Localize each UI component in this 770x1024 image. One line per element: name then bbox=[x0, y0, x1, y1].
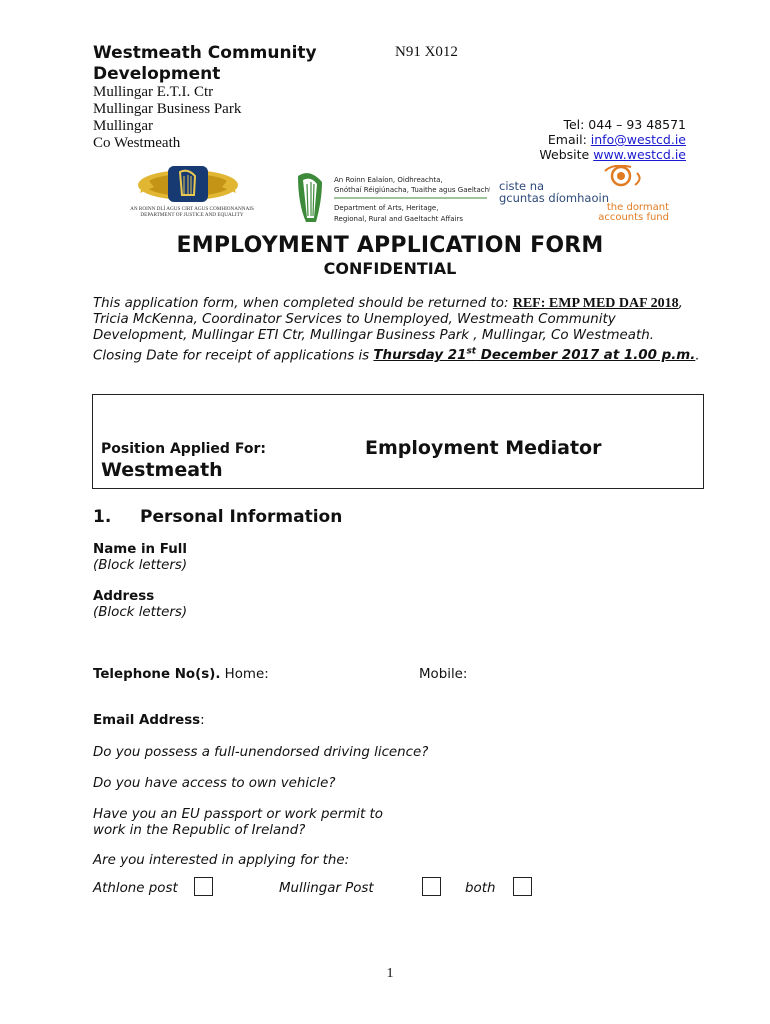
organisation-name: Westmeath Community Development bbox=[93, 43, 317, 84]
address-line: Co Westmeath bbox=[93, 135, 181, 151]
svg-text:Gnóthaí Réigiúnacha, Tuaithe a: Gnóthaí Réigiúnacha, Tuaithe agus Gaeltachta bbox=[334, 186, 490, 194]
passport-question: Have you an EU passport or work permit to work in the Republic of Ireland? bbox=[93, 807, 383, 838]
address-line: Mullingar bbox=[93, 118, 153, 134]
svg-text:DEPARTMENT OF JUSTICE AND EQUA: DEPARTMENT OF JUSTICE AND EQUALITY bbox=[140, 212, 244, 218]
reference-code: REF: EMP MED DAF 2018 bbox=[512, 296, 679, 311]
vehicle-question: Do you have access to own vehicle? bbox=[93, 776, 336, 791]
home-phone-label: Home: bbox=[220, 667, 269, 682]
email-link[interactable]: info@westcd.ie bbox=[590, 132, 686, 147]
both-option-label: both bbox=[465, 881, 496, 896]
athlone-option-label: Athlone post bbox=[93, 881, 178, 896]
post-interest-question: Are you interested in applying for the: bbox=[93, 853, 350, 868]
website-link[interactable]: www.westcd.ie bbox=[593, 147, 686, 162]
telephone: Tel: 044 – 93 48571 bbox=[563, 117, 686, 132]
intro-paragraph: This application form, when completed should be returned to: REF: EMP MED DAF 2018, Tricia McKenna, Coordinator Services to Unemployed, Westmeath Community Development, Mullingar ETI Ctr, Mullingar Business Park , Mullingar, Co Westmeath. Closing Date for receipt of applications is Thursday 21st December 2017 at 1.00 p.m.. bbox=[93, 296, 700, 364]
both-checkbox[interactable] bbox=[513, 877, 532, 896]
svg-text:Department of Arts, Heritage,: Department of Arts, Heritage, bbox=[334, 204, 439, 212]
website-line: Website www.westcd.ie bbox=[539, 147, 686, 162]
mullingar-checkbox[interactable] bbox=[422, 877, 441, 896]
svg-text:accounts fund: accounts fund bbox=[598, 212, 669, 221]
dormant-fund-icon bbox=[497, 165, 673, 221]
harp-crest-icon bbox=[110, 163, 275, 225]
svg-text:gcuntas díomhaoin: gcuntas díomhaoin bbox=[499, 191, 609, 205]
mullingar-option-label: Mullingar Post bbox=[279, 881, 374, 896]
email-row: Email Address: bbox=[93, 713, 205, 728]
section-title: Personal Information bbox=[140, 507, 343, 527]
harp-icon bbox=[292, 170, 490, 228]
address-label: Address bbox=[93, 589, 155, 604]
page-number: 1 bbox=[386, 966, 394, 981]
section-number: 1. bbox=[93, 507, 112, 527]
eircode: N91 X012 bbox=[395, 44, 458, 60]
closing-date: Thursday 21st December 2017 at 1.00 p.m. bbox=[373, 347, 696, 364]
athlone-checkbox[interactable] bbox=[194, 877, 213, 896]
svg-text:Regional, Rural and Gaeltacht: Regional, Rural and Gaeltacht Affairs bbox=[334, 215, 463, 223]
address-line: Mullingar Business Park bbox=[93, 101, 242, 117]
driving-licence-question: Do you possess a full-unendorsed driving licence? bbox=[93, 745, 429, 760]
position-value: Employment Mediator bbox=[365, 437, 602, 459]
name-label: Name in Full bbox=[93, 542, 187, 557]
dormant-accounts-fund-logo bbox=[497, 165, 673, 221]
email-line: Email: info@westcd.ie bbox=[547, 132, 686, 147]
form-subtitle: CONFIDENTIAL bbox=[323, 259, 457, 278]
telephone-label: Telephone No(s). bbox=[93, 667, 221, 682]
telephone-row bbox=[93, 667, 269, 682]
svg-text:An Roinn Ealaíon, Oidhreachta,: An Roinn Ealaíon, Oidhreachta, bbox=[334, 176, 443, 184]
address-line: Mullingar E.T.I. Ctr bbox=[93, 84, 214, 100]
contact-details bbox=[539, 117, 686, 162]
mobile-label: Mobile: bbox=[419, 667, 468, 682]
name-hint: (Block letters) bbox=[93, 558, 188, 573]
svg-text:AN ROINN DLÍ AGUS CIRT AGUS CO: AN ROINN DLÍ AGUS CIRT AGUS COMHIONANNAIS bbox=[130, 206, 254, 212]
email-address-label: Email Address bbox=[93, 713, 201, 728]
svg-text:ciste na: ciste na bbox=[499, 179, 545, 193]
justice-department-logo bbox=[110, 163, 275, 225]
position-location: Westmeath bbox=[101, 459, 223, 481]
organisation-address bbox=[93, 84, 241, 152]
position-label: Position Applied For: bbox=[101, 441, 266, 457]
arts-department-logo bbox=[292, 170, 490, 228]
form-title: EMPLOYMENT APPLICATION FORM bbox=[176, 233, 604, 258]
svg-text:the dormant: the dormant bbox=[606, 202, 669, 213]
address-hint: (Block letters) bbox=[93, 605, 188, 620]
